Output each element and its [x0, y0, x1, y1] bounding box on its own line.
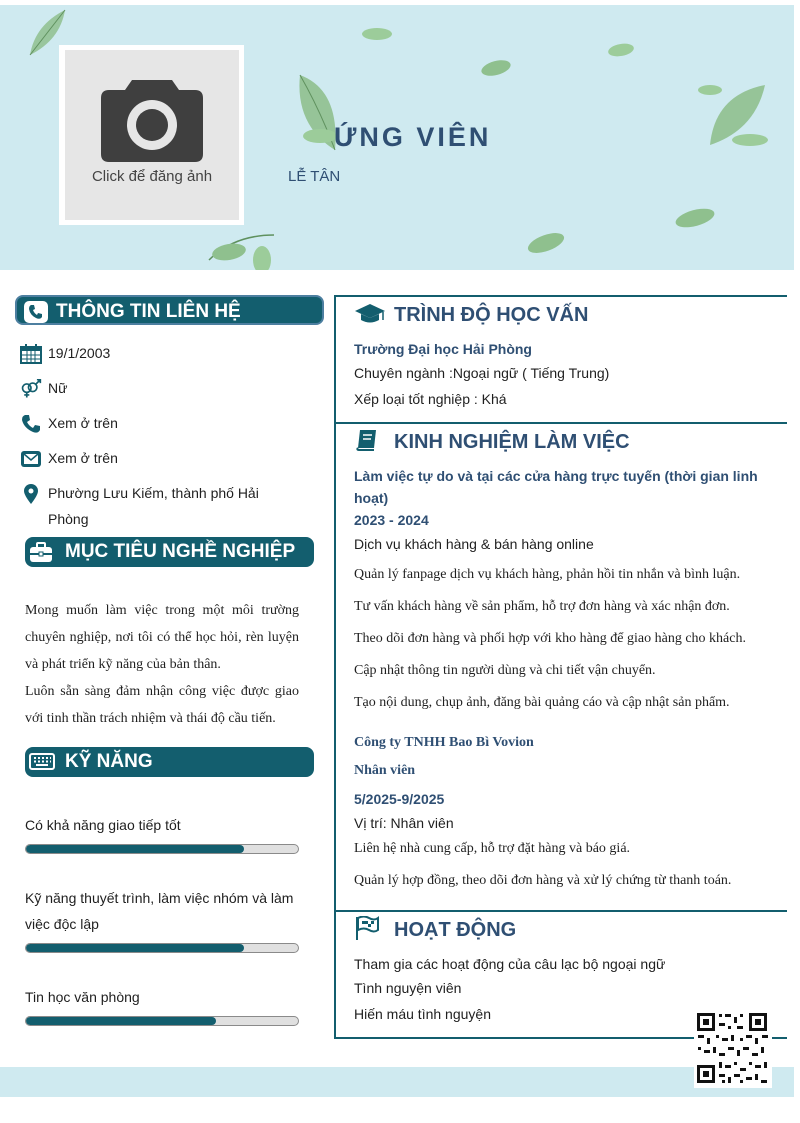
- candidate-position: LỄ TÂN: [288, 168, 341, 185]
- skill-name: Kỹ năng thuyết trình, làm việc nhóm và làm việc độc lập: [25, 890, 294, 932]
- leaf-decoration-icon: [524, 230, 568, 256]
- birthday-value: 19/1/2003: [48, 345, 111, 361]
- job-period: 5/2025-9/2025: [354, 791, 445, 807]
- leaf-decoration-icon: [690, 75, 780, 155]
- job-duty: Quản lý fanpage dịch vụ khách hàng, phản hồi tin nhắn và bình luận.: [354, 567, 741, 582]
- phone-icon: [20, 414, 42, 434]
- job-company: Công ty TNHH Bao Bì Vovion: [354, 735, 534, 750]
- education-title: TRÌNH ĐỘ HỌC VẤN: [394, 304, 589, 326]
- graduation-cap-icon: [354, 302, 386, 326]
- keyboard-icon: [28, 753, 56, 771]
- objective-header: [25, 537, 314, 567]
- book-icon: [354, 428, 386, 452]
- camera-icon: [99, 74, 205, 164]
- gender-icon: [20, 379, 42, 399]
- education-major: Chuyên ngành :Ngoại ngữ ( Tiếng Trung): [354, 365, 610, 381]
- address-value: Phường Lưu Kiếm, thành phố Hải Phòng: [48, 485, 259, 527]
- job-period: 2023 - 2024: [354, 512, 429, 528]
- candidate-name: ỨNG VIÊN: [334, 122, 492, 152]
- skill-level-bar: [25, 844, 299, 854]
- right-column-border: [334, 295, 336, 1039]
- objective-text: [25, 597, 299, 732]
- contact-title: THÔNG TIN LIÊN HỆ: [56, 301, 241, 322]
- leaf-decoration-icon: [605, 41, 637, 59]
- leaf-decoration-icon: [478, 57, 514, 79]
- photo-upload-placeholder[interactable]: [65, 50, 239, 220]
- envelope-icon: [20, 449, 42, 469]
- objective-paragraph: Mong muốn làm việc trong một môi trường chuyên nghiệp, nơi tôi có thể học hỏi, rèn luyện và phát triển kỹ năng của bản thân.: [25, 603, 299, 672]
- objective-paragraph: Luôn sẵn sàng đảm nhận công việc được giao với tinh thần trách nhiệm và thái độ cầu tiến.: [25, 684, 299, 726]
- skill-level-fill: [26, 944, 244, 952]
- activities-title: HOẠT ĐỘNG: [394, 919, 517, 941]
- gender-value: Nữ: [48, 380, 68, 396]
- skill-level-bar: [25, 943, 299, 953]
- skill-name: Tin học văn phòng: [25, 989, 140, 1005]
- job-title: Nhân viên: [354, 763, 416, 778]
- email-value: Xem ở trên: [48, 450, 118, 466]
- skill-name: Có khả năng giao tiếp tốt: [25, 817, 181, 833]
- job-duty: Liên hệ nhà cung cấp, hỗ trợ đặt hàng và báo giá.: [354, 841, 631, 856]
- education-grade: Xếp loại tốt nghiệp : Khá: [354, 391, 507, 407]
- education-school: Trường Đại học Hải Phòng: [354, 341, 532, 357]
- leaf-decoration-icon: [204, 230, 280, 270]
- leaf-decoration-icon: [672, 205, 718, 231]
- experience-title: KINH NGHIỆM LÀM VIỆC: [394, 431, 630, 453]
- section-divider: [334, 422, 787, 424]
- section-divider: [334, 295, 787, 297]
- job-duty: Quản lý hợp đồng, theo dõi đơn hàng và xử lý chứng từ thanh toán.: [354, 873, 732, 888]
- skills-header: [25, 747, 314, 777]
- objective-title: MỤC TIÊU NGHỀ NGHIỆP: [65, 541, 296, 562]
- skills-title: KỸ NĂNG: [65, 751, 153, 772]
- activity-item: Hiến máu tình nguyện: [354, 1006, 491, 1022]
- job-duty: Tư vấn khách hàng về sản phẩm, hỗ trợ đơn hàng và xác nhận đơn.: [354, 599, 730, 614]
- map-pin-icon: [20, 484, 42, 504]
- job-role: Dịch vụ khách hàng & bán hàng online: [354, 536, 594, 552]
- contact-header: [15, 295, 324, 325]
- job-company: Làm việc tự do và tại các cửa hàng trực tuyến (thời gian linh hoạt): [354, 468, 758, 506]
- qr-code-icon: [694, 1010, 772, 1088]
- skill-level-fill: [26, 1017, 216, 1025]
- job-duty: Cập nhật thông tin người dùng và chi tiết vận chuyển.: [354, 663, 656, 678]
- activity-item: Tham gia các hoạt động của câu lạc bộ ngoại ngữ: [354, 956, 666, 972]
- job-role: Vị trí: Nhân viên: [354, 815, 454, 831]
- job-duty: Theo dõi đơn hàng và phối hợp với kho hàng để giao hàng cho khách.: [354, 631, 746, 646]
- calendar-icon: [20, 344, 42, 364]
- skill-level-fill: [26, 845, 244, 853]
- activity-item: Tình nguyện viên: [354, 980, 462, 996]
- job-duty: Tạo nội dung, chụp ảnh, đăng bài quảng cáo và cập nhật sản phẩm.: [354, 695, 730, 710]
- phone-value: Xem ở trên: [48, 415, 118, 431]
- briefcase-icon: [28, 541, 54, 563]
- flag-icon: [354, 916, 386, 940]
- section-divider: [334, 910, 787, 912]
- photo-caption: Click để đăng ảnh: [91, 168, 213, 185]
- phone-icon: [24, 301, 48, 323]
- leaf-decoration-icon: [360, 25, 394, 43]
- footer-band: [0, 1067, 794, 1097]
- skill-level-bar: [25, 1016, 299, 1026]
